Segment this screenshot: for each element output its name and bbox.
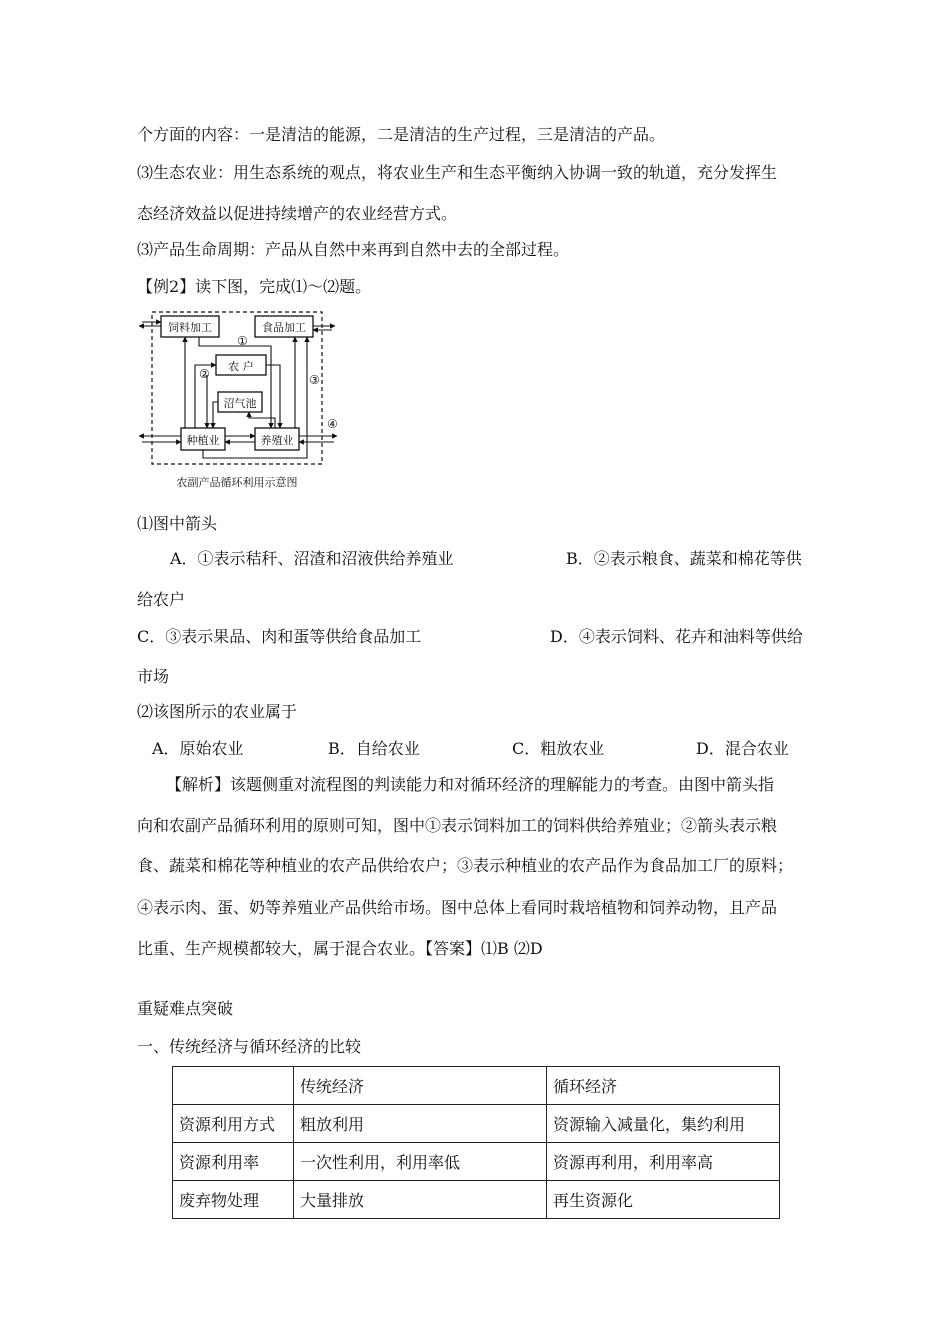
section-subheading: 一、传统经济与循环经济的比较 [137, 1037, 362, 1056]
table-cell: 资源利用方式 [173, 1105, 294, 1143]
diagram-caption: 农副产品循环利用示意图 [176, 476, 298, 489]
box-breeding [255, 428, 299, 450]
circular-agriculture-diagram [137, 308, 347, 493]
q1-option-d-cont: 市场 [137, 667, 170, 686]
table-cell: 粗放利用 [294, 1105, 547, 1143]
q1-option-d: D．④表示饲料、花卉和油料等供给 [550, 627, 803, 646]
table-cell: 传统经济 [294, 1067, 547, 1105]
svg-text:种植业: 种植业 [186, 434, 220, 447]
table-row [173, 1143, 780, 1181]
table-cell [173, 1067, 294, 1105]
svg-text:农 户: 农 户 [228, 360, 254, 373]
box-feed-processing [161, 316, 219, 337]
svg-text:养殖业: 养殖业 [260, 434, 294, 447]
q1-option-b: B．②表示粮食、蔬菜和棉花等供 [566, 549, 802, 568]
table-row [173, 1105, 780, 1143]
box-food-processing [255, 316, 313, 337]
table-row [173, 1181, 780, 1219]
text-line: 个方面的内容：一是清洁的能源，二是清洁的生产过程，三是清洁的产品。 [137, 125, 666, 144]
table-cell: 资源再利用，利用率高 [547, 1143, 780, 1181]
text-line: 态经济效益以促进持续增产的农业经营方式。 [137, 204, 458, 223]
example-heading: 【例2】读下图，完成⑴～⑵题。 [137, 277, 372, 296]
q1-option-a: A．①表示秸秆、沼渣和沼液供给养殖业 [170, 549, 454, 568]
analysis-line: 比重、生产规模都较大，属于混合农业。【答案】⑴B ⑵D [137, 939, 543, 958]
q2-option-a: A．原始农业 [152, 739, 244, 758]
table-cell: 废弃物处理 [173, 1181, 294, 1219]
q2-option-c: C．粗放农业 [512, 739, 605, 758]
q1-stem: ⑴图中箭头 [137, 514, 218, 533]
table-cell: 大量排放 [294, 1181, 547, 1219]
q2-stem: ⑵该图所示的农业属于 [137, 702, 298, 721]
table-cell: 循环经济 [547, 1067, 780, 1105]
marker-3: ③ [309, 373, 320, 387]
svg-text:饲料加工: 饲料加工 [168, 321, 212, 334]
q1-option-b-cont: 给农户 [137, 590, 186, 609]
analysis-line: 食、蔬菜和棉花等种植业的农产品供给农户；③表示种植业的农产品作为食品加工厂的原料； [137, 856, 794, 875]
table-cell: 资源利用率 [173, 1143, 294, 1181]
analysis-line: 向和农副产品循环利用的原则可知，图中①表示饲料加工的饲料供给养殖业；②箭头表示粮 [137, 816, 778, 835]
q1-option-c: C．③表示果品、肉和蛋等供给食品加工 [137, 627, 422, 646]
text-line: ⑶产品生命周期：产品从自然中来再到自然中去的全部过程。 [137, 240, 570, 259]
analysis-line: ④表示肉、蛋、奶等养殖业产品供给市场。图中总体上看同时栽培植物和饲养动物，且产品 [137, 898, 778, 917]
table-cell: 再生资源化 [547, 1181, 780, 1219]
svg-text:食品加工: 食品加工 [262, 321, 306, 334]
comparison-table [172, 1066, 780, 1219]
analysis-line: 【解析】该题侧重对流程图的判读能力和对循环经济的理解能力的考查。由图中箭头指 [166, 775, 775, 794]
table-header-row [173, 1067, 780, 1105]
svg-text:沼气池: 沼气池 [223, 397, 257, 410]
q2-option-d: D．混合农业 [696, 739, 789, 758]
box-farmer [216, 355, 266, 375]
marker-1: ① [237, 334, 248, 348]
table-cell: 一次性利用，利用率低 [294, 1143, 547, 1181]
marker-4: ④ [327, 417, 338, 431]
box-biogas [218, 392, 262, 412]
box-planting [181, 428, 225, 450]
marker-2: ② [199, 367, 210, 381]
text-line: ⑶生态农业：用生态系统的观点，将农业生产和生态平衡纳入协调一致的轨道，充分发挥生 [137, 163, 778, 182]
table-cell: 资源输入减量化，集约利用 [547, 1105, 780, 1143]
section-heading: 重疑难点突破 [137, 999, 234, 1018]
q2-option-b: B．自给农业 [328, 739, 420, 758]
